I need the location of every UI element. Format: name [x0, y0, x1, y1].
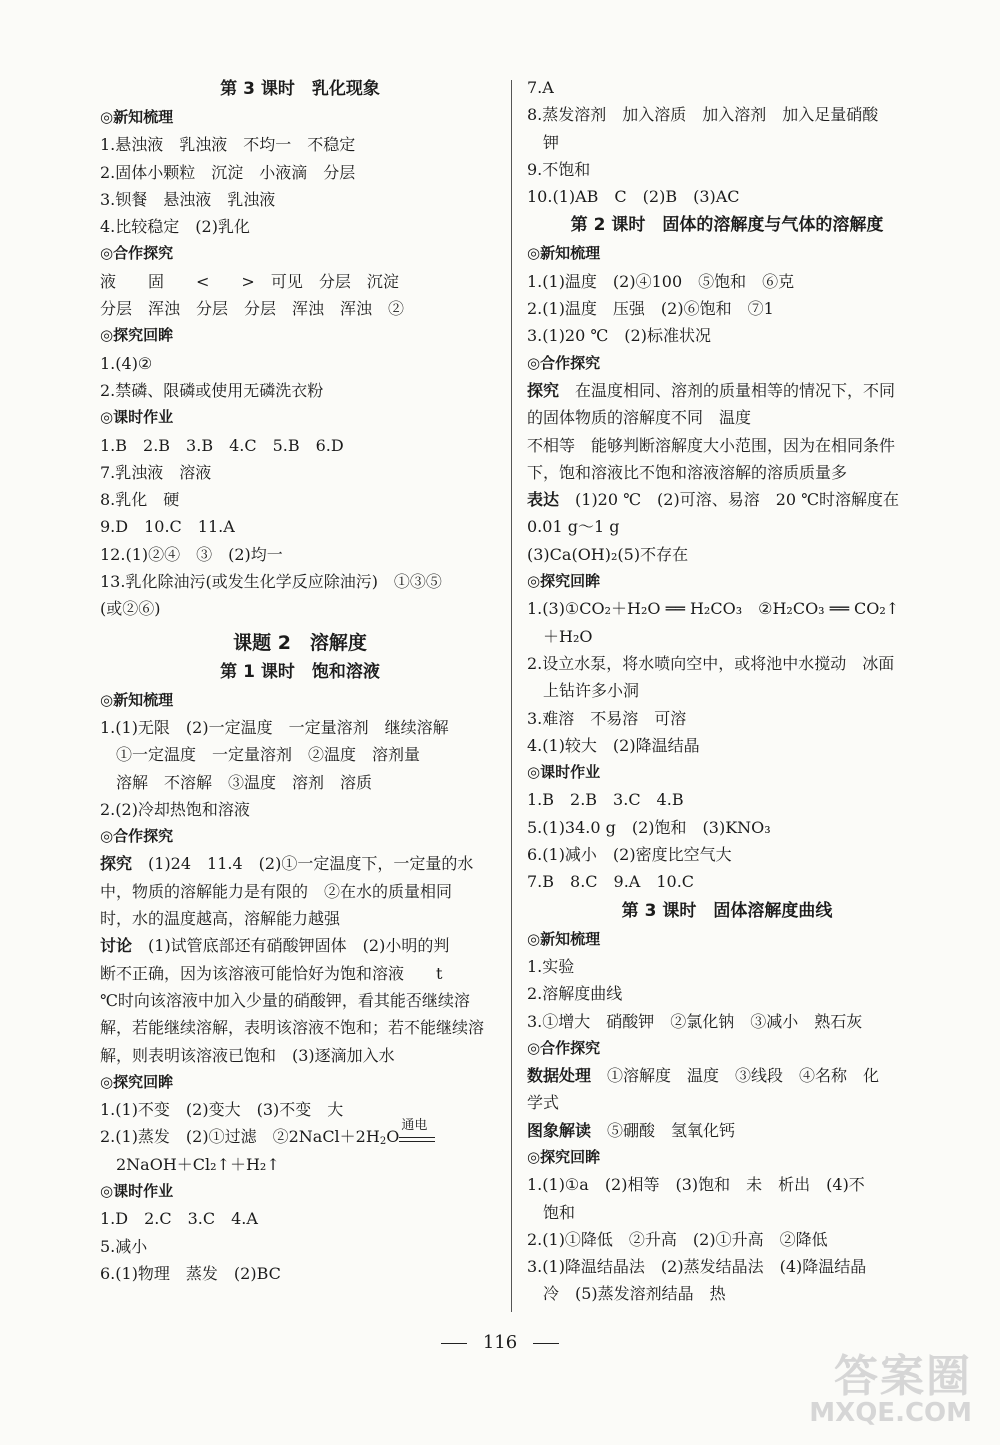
answer-line: 解，则表明该溶液已饱和 (3)逐滴加入水	[100, 1045, 395, 1065]
answer-line: ＋H₂O	[543, 626, 593, 646]
answer-line: 2NaOH＋Cl₂↑＋H₂↑	[116, 1154, 280, 1174]
condition-text: 通电	[401, 1118, 428, 1134]
page-footer	[0, 1332, 1000, 1353]
section-heading: ◎探究回眸	[527, 572, 601, 591]
answer-line: 液 固 < > 可见 分层 沉淀	[100, 271, 399, 291]
footer-dash-left	[441, 1343, 467, 1344]
answer-line: 溶解 不溶解 ③温度 溶剂 溶质	[116, 772, 373, 792]
reaction-condition	[399, 1118, 435, 1142]
section-heading: ◎课时作业	[527, 763, 601, 782]
topic-title: 课题 2 溶解度	[233, 631, 367, 654]
answer-line: 冷 (5)蒸发溶剂结晶 热	[543, 1284, 726, 1304]
answer-line: 6.(1)减小 (2)密度比空气大	[527, 845, 732, 865]
lesson-title: 第 3 课时 乳化现象	[220, 79, 380, 99]
section-heading: ◎探究回眸	[527, 1147, 601, 1166]
answer-line: 4.(1)较大 (2)降温结晶	[527, 735, 700, 755]
answer-line: 4.比较稳定 (2)乳化	[100, 217, 250, 237]
answer-line: 2.(2)冷却热饱和溶液	[100, 799, 250, 819]
answer-line: 2.(1)温度 压强 (2)⑥饱和 ⑦1	[527, 299, 774, 319]
answer-line: 2.溶解度曲线	[527, 984, 623, 1004]
answer-line: 3.钡餐 悬浊液 乳浊液	[100, 189, 276, 209]
answer-line: 1.B 2.B 3.C 4.B	[527, 790, 684, 810]
page-number: 116	[482, 1332, 518, 1353]
watermark-logo	[809, 1350, 972, 1428]
section-heading: ◎探究回眸	[100, 326, 174, 345]
answer-line: 5.减小	[100, 1236, 148, 1256]
answer-line	[100, 932, 500, 959]
section-heading: ◎新知梳理	[100, 108, 174, 126]
answer-line: 2.设立水泵，将水喷向空中，或将池中水搅动 冰面	[527, 653, 895, 673]
watermark-title: 答案圈	[834, 1350, 972, 1402]
answer-line: 7.B 8.C 9.A 10.C	[527, 872, 695, 892]
section-heading: ◎新知梳理	[527, 244, 601, 263]
answer-line: 13.乳化除油污(或发生化学反应除油污) ①③⑤	[100, 572, 442, 592]
answer-line	[527, 486, 927, 513]
answer-line: 7.A	[527, 78, 554, 97]
line-text: (1)20 ℃ (2)可溶、易溶 20 ℃时溶解度在	[559, 490, 900, 510]
answer-line: 0.01 g～1 g	[527, 517, 620, 537]
answer-line: 2.(1)①降低 ②升高 (2)①升高 ②降低	[527, 1229, 828, 1249]
answer-line: 1.(1)①a (2)相等 (3)饱和 未 析出 (4)不	[527, 1175, 865, 1195]
answer-line: (或②⑥)	[100, 599, 161, 619]
inline-label: 表达	[527, 490, 560, 510]
answer-line: 解，若能继续溶解，表明该溶液不饱和；若不能继续溶	[100, 1018, 485, 1038]
inline-label: 讨论	[100, 936, 133, 956]
answer-line: 2.固体小颗粒 沉淀 小液滴 分层	[100, 162, 356, 182]
watermark-url: MXQE.COM	[809, 1397, 972, 1428]
answer-line: 3.①增大 硝酸钾 ②氯化钠 ③减小 熟石灰	[527, 1011, 863, 1031]
answer-line: 1.B 2.B 3.B 4.C 5.B 6.D	[100, 435, 344, 455]
lesson-title: 第 3 课时 固体溶解度曲线	[621, 900, 833, 921]
right-column	[527, 74, 927, 1308]
answer-line: 1.(3)①CO₂＋H₂O ══ H₂CO₃ ②H₂CO₃ ══ CO₂↑	[527, 599, 900, 619]
answer-line: 3.(1)20 ℃ (2)标准状况	[527, 326, 711, 346]
answer-line: 饱和	[543, 1202, 576, 1222]
answer-line: 钾	[543, 132, 560, 152]
answer-line: 1.实验	[527, 956, 575, 976]
answer-line: 5.(1)34.0 g (2)饱和 (3)KNO₃	[527, 817, 771, 837]
answer-line: 1.(1)温度 (2)④100 ⑤饱和 ⑥克	[527, 271, 795, 291]
answer-line: 1.(4)②	[100, 353, 153, 373]
answer-line: 1.(1)不变 (2)变大 (3)不变 大	[100, 1100, 344, 1120]
inline-label: 探究	[100, 854, 133, 874]
line-text: 2.(1)蒸发 (2)①过滤 ②2NaCl＋2H	[100, 1127, 380, 1147]
section-heading: ◎合作探究	[527, 1038, 601, 1057]
lesson-title: 第 1 课时 饱和溶液	[220, 661, 380, 682]
inline-label: 数据处理	[527, 1066, 592, 1086]
answer-line: 9.D 10.C 11.A	[100, 517, 235, 537]
subscript: 2	[379, 1136, 387, 1148]
answer-line: 3.难溶 不易溶 可溶	[527, 708, 687, 728]
column-divider	[511, 80, 512, 1312]
section-heading: ◎合作探究	[527, 353, 601, 372]
inline-label: 探究	[527, 380, 560, 400]
answer-line: 9.不饱和	[527, 159, 591, 179]
line-text: O	[386, 1127, 400, 1147]
answer-line	[527, 1062, 927, 1089]
section-heading: ◎探究回眸	[100, 1072, 174, 1091]
lesson-title: 第 2 课时 固体的溶解度与气体的溶解度	[570, 215, 884, 236]
answer-line: 10.(1)AB C (2)B (3)AC	[527, 187, 740, 207]
answer-line: ℃时向该溶液中加入少量的硝酸钾，看其能否继续溶	[100, 990, 470, 1010]
answer-line: 8.乳化 硬	[100, 490, 180, 510]
answer-line: (3)Ca(OH)₂(5)不存在	[527, 544, 689, 564]
answer-line: 学式	[527, 1093, 560, 1113]
answer-line: 断不正确，因为该溶液可能恰好为饱和溶液 t	[100, 963, 443, 983]
line-text: (1)试管底部还有硝酸钾固体 (2)小明的判	[132, 936, 450, 956]
answer-line: ①一定温度 一定量溶剂 ②温度 溶剂量	[116, 745, 421, 765]
answer-line: 上钻许多小洞	[543, 681, 640, 701]
answer-line	[527, 1117, 927, 1144]
section-heading: ◎合作探究	[100, 244, 174, 263]
line-text: ⑤硼酸 氢氧化钙	[591, 1120, 736, 1140]
answer-line: 8.蒸发溶剂 加入溶质 加入溶剂 加入足量硝酸	[527, 105, 879, 125]
answer-line: 下，饱和溶液比不饱和溶液溶解的溶质质量多	[527, 462, 848, 482]
line-text: ①溶解度 温度 ③线段 ④名称 化	[591, 1066, 880, 1086]
answer-line: 7.乳浊液 溶液	[100, 462, 212, 482]
section-heading: ◎新知梳理	[527, 929, 601, 948]
answer-line: 6.(1)物理 蒸发 (2)BC	[100, 1263, 281, 1283]
section-heading: ◎合作探究	[100, 827, 174, 846]
answer-line: 分层 浑浊 分层 分层 浑浊 浑浊 ②	[100, 299, 405, 319]
answer-line: 2.禁磷、限磷或使用无磷洗衣粉	[100, 380, 324, 400]
line-text: 在温度相同、溶剂的质量相等的情况下，不同	[559, 380, 896, 400]
answer-line	[100, 850, 500, 877]
section-heading: ◎课时作业	[100, 408, 174, 427]
answer-line: 中，物质的溶解能力是有限的 ②在水的质量相同	[100, 881, 453, 901]
section-heading: ◎新知梳理	[100, 690, 174, 709]
inline-label: 图象解读	[527, 1120, 592, 1140]
answer-line: 1.悬浊液 乳浊液 不均一 不稳定	[100, 135, 356, 155]
answer-line: 12.(1)②④ ③ (2)均一	[100, 544, 283, 564]
answer-line: 时，水的温度越高，溶解能力越强	[100, 909, 341, 929]
answer-line	[527, 377, 927, 404]
answer-line	[100, 1118, 500, 1150]
answer-line: 的固体物质的溶解度不同 温度	[527, 408, 752, 428]
answer-line: 不相等 能够判断溶解度大小范围，因为在相同条件	[527, 435, 896, 455]
answer-line: 3.(1)降温结晶法 (2)蒸发结晶法 (4)降温结晶	[527, 1257, 867, 1277]
footer-dash-right	[533, 1343, 559, 1344]
line-text: (1)24 11.4 (2)①一定温度下，一定量的水	[132, 854, 474, 874]
left-column	[100, 74, 500, 1287]
answer-line: 1.(1)无限 (2)一定温度 一定量溶剂 继续溶解	[100, 717, 449, 737]
section-heading: ◎课时作业	[100, 1181, 174, 1200]
answer-line: 1.D 2.C 3.C 4.A	[100, 1209, 258, 1229]
